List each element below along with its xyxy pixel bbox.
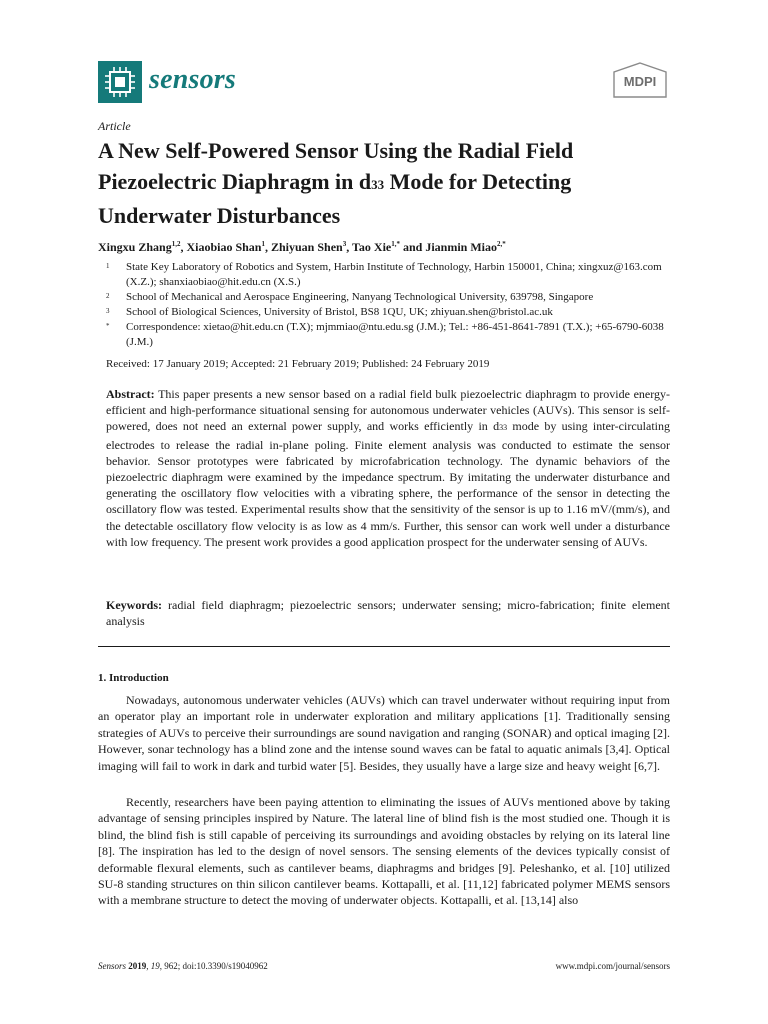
affiliation-text: State Key Laboratory of Robotics and System, Harbin Institute of Technology, Harbin 150001, China; xingxuz@163.com (X.Z.); shanxiaobiao@hit.edu.cn (X.S.) <box>126 261 662 288</box>
footer-url: www.mdpi.com/journal/sensors <box>555 961 670 971</box>
affiliation-text: Correspondence: xietao@hit.edu.cn (T.X); mjmmiao@ntu.edu.sg (J.M.); Tel.: +86-451-8641-7891 (T.X.); +65-6790-6038 (J.M.) <box>126 321 664 348</box>
publication-dates: Received: 17 January 2019; Accepted: 21 February 2019; Published: 24 February 2019 <box>106 358 490 370</box>
author-list <box>98 236 678 255</box>
author-name: Xiaobiao Shan <box>186 240 262 254</box>
abstract-label: Abstract: <box>106 387 155 401</box>
journal-logo-icon <box>98 61 142 103</box>
keywords: Keywords: radial field diaphragm; piezoelectric sensors; underwater sensing; micro-fabrication; finite element analysis <box>106 598 670 629</box>
mdpi-logo-icon <box>612 62 668 98</box>
author-affiliation-mark: 1,* <box>391 240 400 248</box>
paper-title: A New Self-Powered Sensor Using the Radial Field Piezoelectric Diaphragm in d33 Mode for Detecting Underwater Disturbances <box>98 138 574 228</box>
affiliation-item <box>98 290 673 305</box>
affiliation-text: School of Biological Sciences, University of Bristol, BS8 1QU, UK; zhiyuan.shen@bristol.ac.uk <box>126 306 553 318</box>
affiliation-text: School of Mechanical and Aerospace Engineering, Nanyang Technological University, 639798, Singapore <box>126 291 594 303</box>
publisher-name: MDPI <box>623 74 657 89</box>
affiliation-mark: 3 <box>106 307 110 315</box>
author-affiliation-mark: 2,* <box>497 240 506 248</box>
author-name: Zhiyuan Shen <box>270 240 343 254</box>
author-name: Tao Xie <box>352 240 392 254</box>
affiliation-item <box>98 320 673 350</box>
section-divider <box>98 646 670 647</box>
journal-name: sensors <box>149 64 236 95</box>
author-separator: , <box>264 240 271 254</box>
author-affiliation-mark: 1,2 <box>171 240 181 248</box>
affiliation-mark: 2 <box>106 292 110 300</box>
author-separator: , <box>180 240 187 254</box>
body-paragraph: Recently, researchers have been paying attention to eliminating the issues of AUVs mentioned above by taking advantage of sensing principles inspired by Nature. The lateral line of blind fish is the most studied one. Though it is blind, the blind fish is still capable of perceiving its surroundings and avoiding obstacles by relying on its lateral line [8]. The inspiration has led to the design of novel sensors. The sensing elements of the devices typically consist of deformable flexural elements, such as cantilever beams, diaphragms and bridges [9]. Peleshanko, et al. [10] utilized SU-8 standing structures on thin silicon cantilever beams. Kottapalli, et al. [11,12] fabricated polymer MEMS sensors with a membrane structure to detect the moving of underwater objects. Kottapalli, et al. [13,14] also <box>98 795 670 908</box>
affiliation-item <box>98 305 673 320</box>
affiliation-item <box>98 260 673 290</box>
footer-citation: Sensors 2019, 19, 962; doi:10.3390/s19040962 <box>98 961 268 971</box>
keywords-label: Keywords: <box>106 598 162 612</box>
article-type: Article <box>98 119 131 133</box>
author-affiliation-mark: 1 <box>261 240 265 248</box>
author-name: Jianmin Miao <box>425 240 498 254</box>
affiliation-mark: * <box>106 322 110 330</box>
author-name: Xingxu Zhang <box>98 240 172 254</box>
abstract: Abstract: This paper presents a new sensor based on a radial field bulk piezoelectric diaphragm to provide energy-efficient and high-performance situational sensing for autonomous underwater vehicles (AUVs). This sensor is self-powered, does not need an external power supply, and works efficiently in d33 mode by using inter-circulating electrodes to release the radial in-plane poling. Finite element analysis was conducted to estimate the sensor behavior. Sensor prototypes were fabricated by microfabrication technology. The dynamic behaviors of the piezoelectric diaphragm were examined by the impedance spectrum. By imitating the underwater disturbance and generating the oscillatory flow velocities with a vibrating sphere, the performance of the sensor in detecting the oscillatory flow was tested. Experimental results show that the sensitivity of the sensor is up to 1.16 mV/(mm/s), and the detectable oscillatory flow velocity is as low as 4 mm/s. Further, this sensor can work well under a disturbance with low frequency. The present work provides a good application prospect for the underwater sensing of AUVs. <box>106 387 670 549</box>
body-paragraph: Nowadays, autonomous underwater vehicles (AUVs) which can travel underwater without requiring input from an operator play an important role in underwater exploration and military applications [1]. Traditionally sensing strategies of AUVs to perceive their surroundings are sound navigation and ranging (SONAR) and optical imaging [2]. However, sonar technology has a blind zone and the intense sound waves can be fatal to aquatic animals [3,4]. Optical imaging will fail to work in dark and turbid water [5]. Besides, they usually have a large size and heavy weight [6,7]. <box>98 693 670 773</box>
author-separator: and <box>399 240 426 254</box>
author-separator: , <box>346 240 352 254</box>
affiliation-mark: 1 <box>106 262 110 270</box>
affiliation-list <box>98 260 673 350</box>
section-heading: 1. Introduction <box>98 672 169 684</box>
author-affiliation-mark: 3 <box>342 240 347 248</box>
